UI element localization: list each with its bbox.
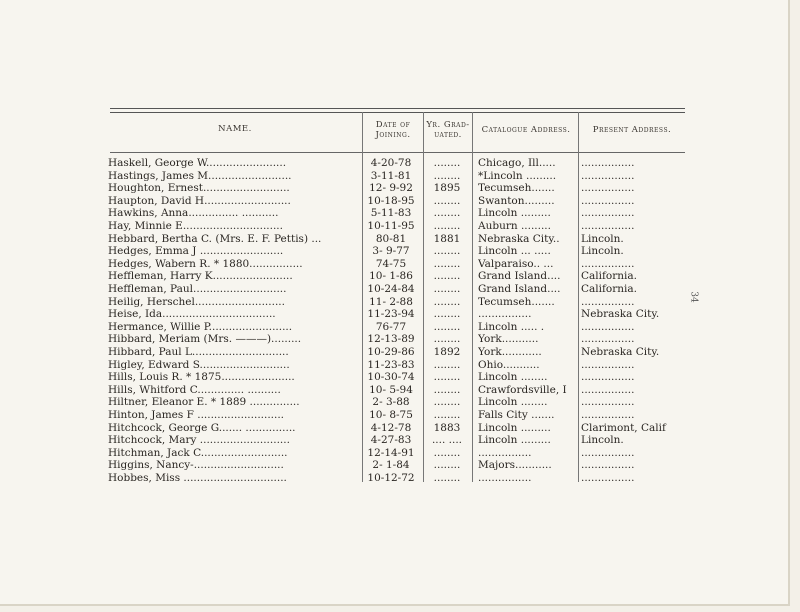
entry-name: Hitchman, Jack C.......................... (108, 447, 288, 459)
entry-catalogue-address: York........... (478, 334, 539, 346)
entry-catalogue-address: Lincoln ..... . (478, 321, 545, 333)
entry-catalogue-address: Lincoln ........ (478, 372, 548, 384)
entry-date: 12-14-91 (367, 446, 415, 459)
entry-date: 10- 1-86 (369, 270, 413, 283)
entry-name: Hitchcock, George G....... ............... (108, 422, 296, 434)
entry-graduated: ........ (433, 257, 461, 270)
table-row (0, 423, 788, 434)
entry-graduated: ........ (433, 320, 461, 333)
entry-name: Haupton, David H.......................... (108, 195, 291, 207)
entry-graduated: ........ (433, 459, 461, 472)
table-row (0, 158, 788, 169)
entry-present-address: ................ (581, 208, 635, 220)
entry-graduated: 1881 (433, 232, 461, 245)
entry-date: 10-12-72 (367, 472, 415, 484)
entry-graduated: ........ (433, 245, 461, 258)
entry-name: Hobbes, Miss ............................... (108, 473, 287, 484)
entry-graduated: ........ (433, 270, 461, 283)
entry-present-address: ................ (581, 321, 635, 333)
top-rule-inner (110, 112, 685, 113)
table-row (0, 322, 788, 333)
entry-name: Haskell, George W........................ (108, 158, 287, 169)
entry-present-address: Lincoln. (581, 233, 624, 245)
entry-date: 3-11-81 (370, 169, 412, 182)
entry-date: 10-18-95 (367, 194, 415, 207)
entry-catalogue-address: Lincoln ......... (478, 208, 551, 220)
entry-catalogue-address: Tecumseh....... (478, 296, 555, 308)
entry-graduated: 1883 (433, 421, 461, 434)
entry-present-address: ................ (581, 183, 635, 195)
entry-date: 11-23-83 (367, 358, 415, 371)
entry-present-address: Lincoln. (581, 246, 624, 258)
entry-graduated: ........ (433, 169, 461, 182)
table-row (0, 208, 788, 219)
entry-catalogue-address: Lincoln ........ (478, 397, 548, 409)
table-row (0, 410, 788, 421)
entry-date: 11-23-94 (367, 308, 415, 321)
entry-catalogue-address: *Lincoln ......... (478, 170, 557, 182)
entry-catalogue-address: Ohio........... (478, 359, 540, 371)
entry-present-address: ................ (581, 410, 635, 421)
entry-catalogue-address: Nebraska City.. (478, 233, 560, 245)
table-row (0, 234, 788, 245)
entry-name: Hay, Minnie E.............................. (108, 221, 283, 232)
entry-date: 10- 8-75 (369, 409, 413, 421)
entry-catalogue-address: ................ (478, 473, 532, 484)
entry-present-address: Nebraska City. (581, 347, 660, 358)
entry-date: 4-12-78 (370, 421, 412, 434)
table-row (0, 183, 788, 194)
entry-present-address: Clarimont, Calif (581, 422, 666, 434)
entry-catalogue-address: ................ (478, 309, 532, 321)
entry-present-address: Lincoln. (581, 435, 624, 447)
entry-date: 2- 3-88 (372, 396, 410, 409)
table-row (0, 385, 788, 396)
table-row (0, 347, 788, 358)
header-graduated: Yr. Grad-uated. (426, 120, 470, 140)
entry-graduated: 1892 (433, 346, 461, 358)
entry-catalogue-address: Falls City ....... (478, 410, 555, 421)
entry-date: 10-11-95 (367, 220, 415, 232)
entry-present-address: ................ (581, 158, 635, 169)
entry-present-address: ................ (581, 359, 635, 371)
entry-name: Hinton, James F .......................... (108, 410, 285, 421)
entry-name: Hawkins, Anna............... ........... (108, 208, 279, 220)
entry-graduated: ........ (433, 333, 461, 346)
table-row (0, 246, 788, 257)
entry-catalogue-address: Tecumseh....... (478, 183, 555, 195)
entry-date: 2- 1-84 (372, 459, 410, 472)
entry-present-address: California. (581, 271, 637, 283)
entry-graduated: ........ (433, 409, 461, 421)
entry-graduated: ........ (433, 446, 461, 459)
table-row (0, 435, 788, 446)
entry-catalogue-address: Auburn ......... (478, 221, 551, 232)
header-rule (110, 152, 685, 153)
entry-graduated: ........ (433, 194, 461, 207)
entry-catalogue-address: Lincoln ......... (478, 422, 551, 434)
table-row (0, 259, 788, 270)
entry-catalogue-address: Majors........... (478, 460, 552, 472)
entry-catalogue-address: Grand Island.... (478, 271, 561, 283)
entry-catalogue-address: Valparaiso.. ... (478, 258, 554, 270)
entry-name: Higley, Edward S........................... (108, 359, 290, 371)
entry-present-address: ................ (581, 195, 635, 207)
header-name: NAME. (218, 124, 252, 134)
entry-date: 10-30-74 (367, 371, 415, 384)
entry-present-address: ................ (581, 447, 635, 459)
entry-present-address: ................ (581, 258, 635, 270)
entry-name: Higgins, Nancy-........................... (108, 460, 284, 472)
entry-graduated: .... .... (431, 434, 463, 447)
entry-date: 5-11-83 (370, 207, 412, 220)
entry-graduated: ........ (433, 157, 461, 169)
entry-date: 12-13-89 (367, 333, 415, 346)
entry-present-address: ................ (581, 397, 635, 409)
table-row (0, 309, 788, 320)
entry-catalogue-address: ................ (478, 447, 532, 459)
table-row (0, 448, 788, 459)
entry-present-address: Nebraska City. (581, 309, 660, 321)
entry-catalogue-address: Grand Island.... (478, 284, 561, 295)
entry-name: Hedges, Wabern R. * 1880................ (108, 258, 303, 270)
table-row (0, 171, 788, 182)
entry-name: Houghton, Ernest.......................... (108, 183, 290, 195)
entry-name: Hills, Whitford C.............. .......... (108, 384, 281, 396)
header-present-address: Present Address. (592, 125, 672, 135)
entry-date: 74-75 (375, 257, 407, 270)
entry-catalogue-address: Crawfordsville, I (478, 384, 567, 396)
entry-graduated: ........ (433, 383, 461, 396)
entry-date: 10-24-84 (367, 283, 415, 295)
entry-name: Hebbard, Bertha C. (Mrs. E. F. Pettis) ... (108, 233, 322, 245)
table-row (0, 297, 788, 308)
entry-name: Heilig, Herschel........................... (108, 296, 285, 308)
entry-catalogue-address: Lincoln ... ..... (478, 246, 551, 258)
table-row (0, 334, 788, 345)
entry-date: 3- 9-77 (372, 245, 410, 258)
entry-graduated: ........ (433, 283, 461, 295)
entry-name: Hibbard, Paul L............................. (108, 347, 289, 358)
entry-catalogue-address: Swanton......... (478, 195, 555, 207)
entry-catalogue-address: Lincoln ......... (478, 435, 551, 447)
table-row (0, 360, 788, 371)
entry-date: 4-20-78 (370, 157, 412, 169)
entry-present-address: ................ (581, 221, 635, 232)
entry-name: Hitchcock, Mary ........................... (108, 435, 290, 447)
entry-date: 80-81 (375, 232, 407, 245)
entry-graduated: 1895 (433, 182, 461, 195)
table-row (0, 221, 788, 232)
entry-present-address: ................ (581, 384, 635, 396)
entry-name: Hibbard, Meriam (Mrs. ———)......... (108, 334, 302, 346)
entry-graduated: ........ (433, 295, 461, 308)
table-row (0, 284, 788, 295)
entry-name: Heise, Ida.................................. (108, 309, 276, 321)
top-rule (110, 108, 685, 109)
entry-present-address: ................ (581, 460, 635, 472)
entry-present-address: ................ (581, 334, 635, 346)
table-row (0, 271, 788, 282)
entry-date: 11- 2-88 (369, 295, 413, 308)
entry-catalogue-address: Chicago, Ill..... (478, 158, 556, 169)
entry-graduated: ........ (433, 371, 461, 384)
entry-date: 4-27-83 (370, 434, 412, 447)
table-row (0, 397, 788, 408)
entry-graduated: ........ (433, 358, 461, 371)
entry-name: Hermance, Willie P......................... (108, 321, 293, 333)
entry-catalogue-address: York............ (478, 347, 542, 358)
page-number: 34 (688, 291, 699, 303)
entry-name: Hiltner, Eleanor E. * 1889 ............... (108, 397, 300, 409)
entry-name: Heffleman, Paul............................ (108, 284, 287, 295)
entry-date: 12- 9-92 (369, 182, 413, 195)
entry-name: Hedges, Emma J ......................... (108, 246, 284, 258)
entry-present-address: California. (581, 284, 637, 295)
entry-name: Hills, Louis R. * 1875...................... (108, 372, 295, 384)
entry-graduated: ........ (433, 472, 461, 484)
header-catalogue-address: Catalogue Address. (481, 125, 571, 135)
entry-present-address: ................ (581, 473, 635, 484)
entry-date: 10- 5-94 (369, 383, 413, 396)
entry-present-address: ................ (581, 372, 635, 384)
header-date: Date of Joining. (375, 120, 411, 140)
entry-graduated: ........ (433, 308, 461, 321)
entry-name: Hastings, James M......................... (108, 170, 292, 182)
entry-date: 10-29-86 (367, 346, 415, 358)
entry-graduated: ........ (433, 396, 461, 409)
entry-graduated: ........ (433, 207, 461, 220)
entry-present-address: ................ (581, 170, 635, 182)
entry-date: 76-77 (375, 320, 407, 333)
entry-graduated: ........ (433, 220, 461, 232)
entry-present-address: ................ (581, 296, 635, 308)
table-row (0, 460, 788, 471)
entry-name: Heffleman, Harry K........................ (108, 271, 293, 283)
table-row (0, 473, 788, 484)
table-row (0, 196, 788, 207)
table-row (0, 372, 788, 383)
